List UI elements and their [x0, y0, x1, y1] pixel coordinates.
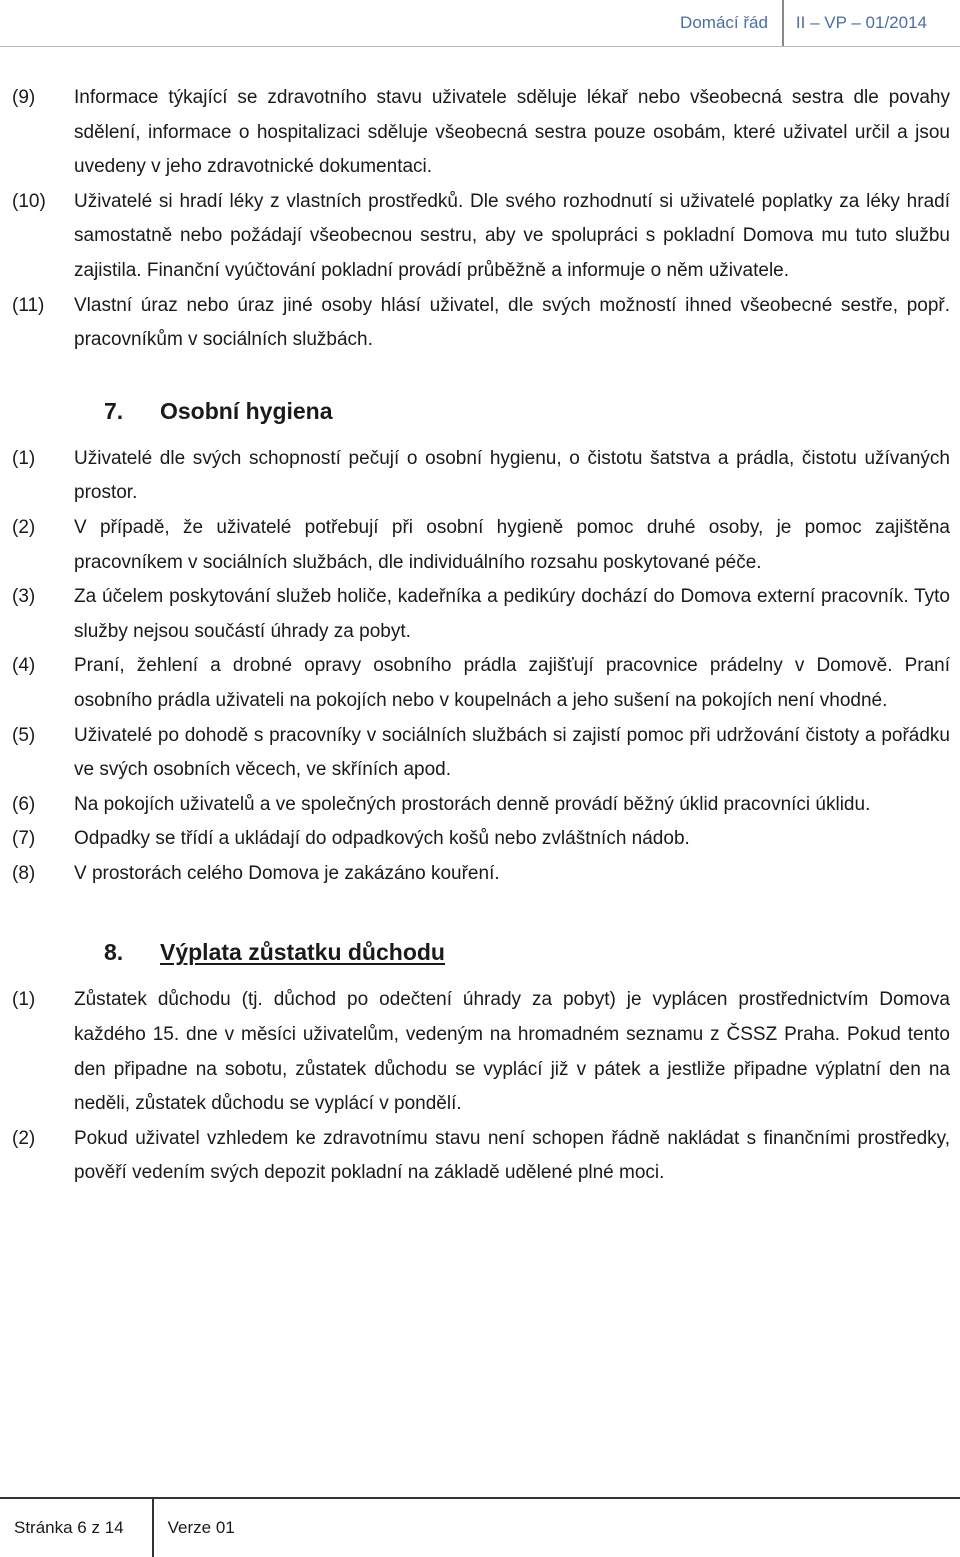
document-body	[12, 81, 950, 1191]
item-number: (10)	[12, 190, 46, 212]
item-number: (9)	[12, 87, 36, 108]
item-number: (4)	[12, 655, 36, 677]
list-item	[12, 822, 950, 857]
item-number: (1)	[12, 989, 36, 1011]
document-title: Domácí řád	[680, 13, 768, 32]
item-number: (2)	[12, 516, 36, 538]
list-item	[12, 580, 950, 649]
page-footer	[0, 1499, 235, 1557]
document-code: II – VP – 01/2014	[795, 13, 927, 32]
item-number: (8)	[12, 862, 36, 884]
item-text: Pokud uživatel vzhledem ke zdravotnímu stavu není schopen řádně nakládat s finančními prostředky, pověří vedením svých depozit pokladní na základě udělené plné moci.	[74, 1127, 950, 1184]
item-number: (5)	[12, 724, 36, 746]
item-number: (3)	[12, 586, 36, 608]
list-item	[12, 185, 950, 289]
section-heading-8	[12, 935, 950, 969]
item-text: Informace týkající se zdravotního stavu uživatele sděluje lékař nebo všeobecná sestra dle povahy sdělení, informace o hospitalizaci sděluje všeobecná sestra pouze osobám, které uživatel určil a jsou uvedeny v jeho zdravotnické dokumentaci.	[74, 87, 950, 178]
item-text: V prostorách celého Domova je zakázáno kouření.	[74, 862, 500, 884]
item-number: (2)	[12, 1127, 36, 1149]
list-item	[12, 81, 950, 185]
list-item	[12, 719, 950, 788]
section-number: 8.	[104, 939, 124, 966]
list-item	[12, 857, 950, 892]
item-number: (11)	[12, 294, 45, 316]
item-text: Vlastní úraz nebo úraz jiné osoby hlásí uživatel, dle svých možností ihned všeobecné sestře, popř. pracovníkům v sociálních službách.	[74, 294, 950, 351]
page-number: Stránka 6 z 14	[14, 1518, 124, 1537]
item-text: Praní, žehlení a drobné opravy osobního prádla zajišťují pracovnice prádelny v Domově. Praní osobního prádla uživateli na pokojích nebo v koupelnách a jeho sušení na pokojích není vhodné.	[74, 655, 950, 711]
section-heading-7	[12, 394, 950, 428]
item-text: Za účelem poskytování služeb holiče, kadeřníka a pedikúry dochází do Domova externí pracovník. Tyto služby nejsou součástí úhrady za pobyt.	[74, 586, 950, 642]
list-item	[12, 442, 950, 511]
item-text: Uživatelé po dohodě s pracovníky v sociálních službách si zajistí pomoc při udržování čistoty a pořádku ve svých osobních věcech, ve skříních apod.	[74, 724, 950, 781]
list-item	[12, 983, 950, 1121]
section-number: 7.	[104, 397, 124, 424]
item-text: Uživatelé dle svých schopností pečují o osobní hygienu, o čistotu šatstva a prádla, čistotu užívaných prostor.	[74, 447, 950, 504]
list-item	[12, 1122, 950, 1191]
section-title: Osobní hygiena	[160, 397, 333, 424]
item-text: V případě, že uživatelé potřebují při osobní hygieně pomoc druhé osoby, je pomoc zajištěna pracovníkem v sociálních službách, dle individuálního rozsahu poskytované péče.	[74, 516, 950, 573]
item-number: (1)	[12, 447, 36, 469]
item-number: (6)	[12, 793, 36, 815]
item-text: Uživatelé si hradí léky z vlastních prostředků. Dle svého rozhodnutí si uživatelé poplatky za léky hradí samostatně nebo požádají všeobecnou sestru, aby ve spolupráci s pokladní Domova mu tuto službu zajistila. Finanční vyúčtování pokladní provádí průběžně a informuje o něm uživatele.	[74, 190, 950, 281]
list-item	[12, 649, 950, 718]
list-item	[12, 289, 950, 358]
item-number: (7)	[12, 828, 36, 850]
item-text: Zůstatek důchodu (tj. důchod po odečtení úhrady za pobyt) je vyplácen prostřednictvím Domova každého 15. dne v měsíci uživatelům, vedeným na hromadném seznamu z ČSSZ Praha. Pokud tento den připadne na sobotu, zůstatek důchodu se vyplácí již v pátek a jestliže připadne výplatní den na neděli, zůstatek důchodu se vyplácí v pondělí.	[74, 989, 950, 1115]
section-title: Výplata zůstatku důchodu	[160, 939, 445, 966]
version-label: Verze 01	[167, 1518, 235, 1537]
page-header	[680, 0, 960, 46]
header-rule	[0, 46, 960, 47]
item-text: Na pokojích uživatelů a ve společných prostorách denně provádí běžný úklid pracovníci úklidu.	[74, 793, 871, 815]
item-text: Odpadky se třídí a ukládají do odpadkových košů nebo zvláštních nádob.	[74, 828, 690, 850]
list-item	[12, 788, 950, 823]
list-item	[12, 511, 950, 580]
